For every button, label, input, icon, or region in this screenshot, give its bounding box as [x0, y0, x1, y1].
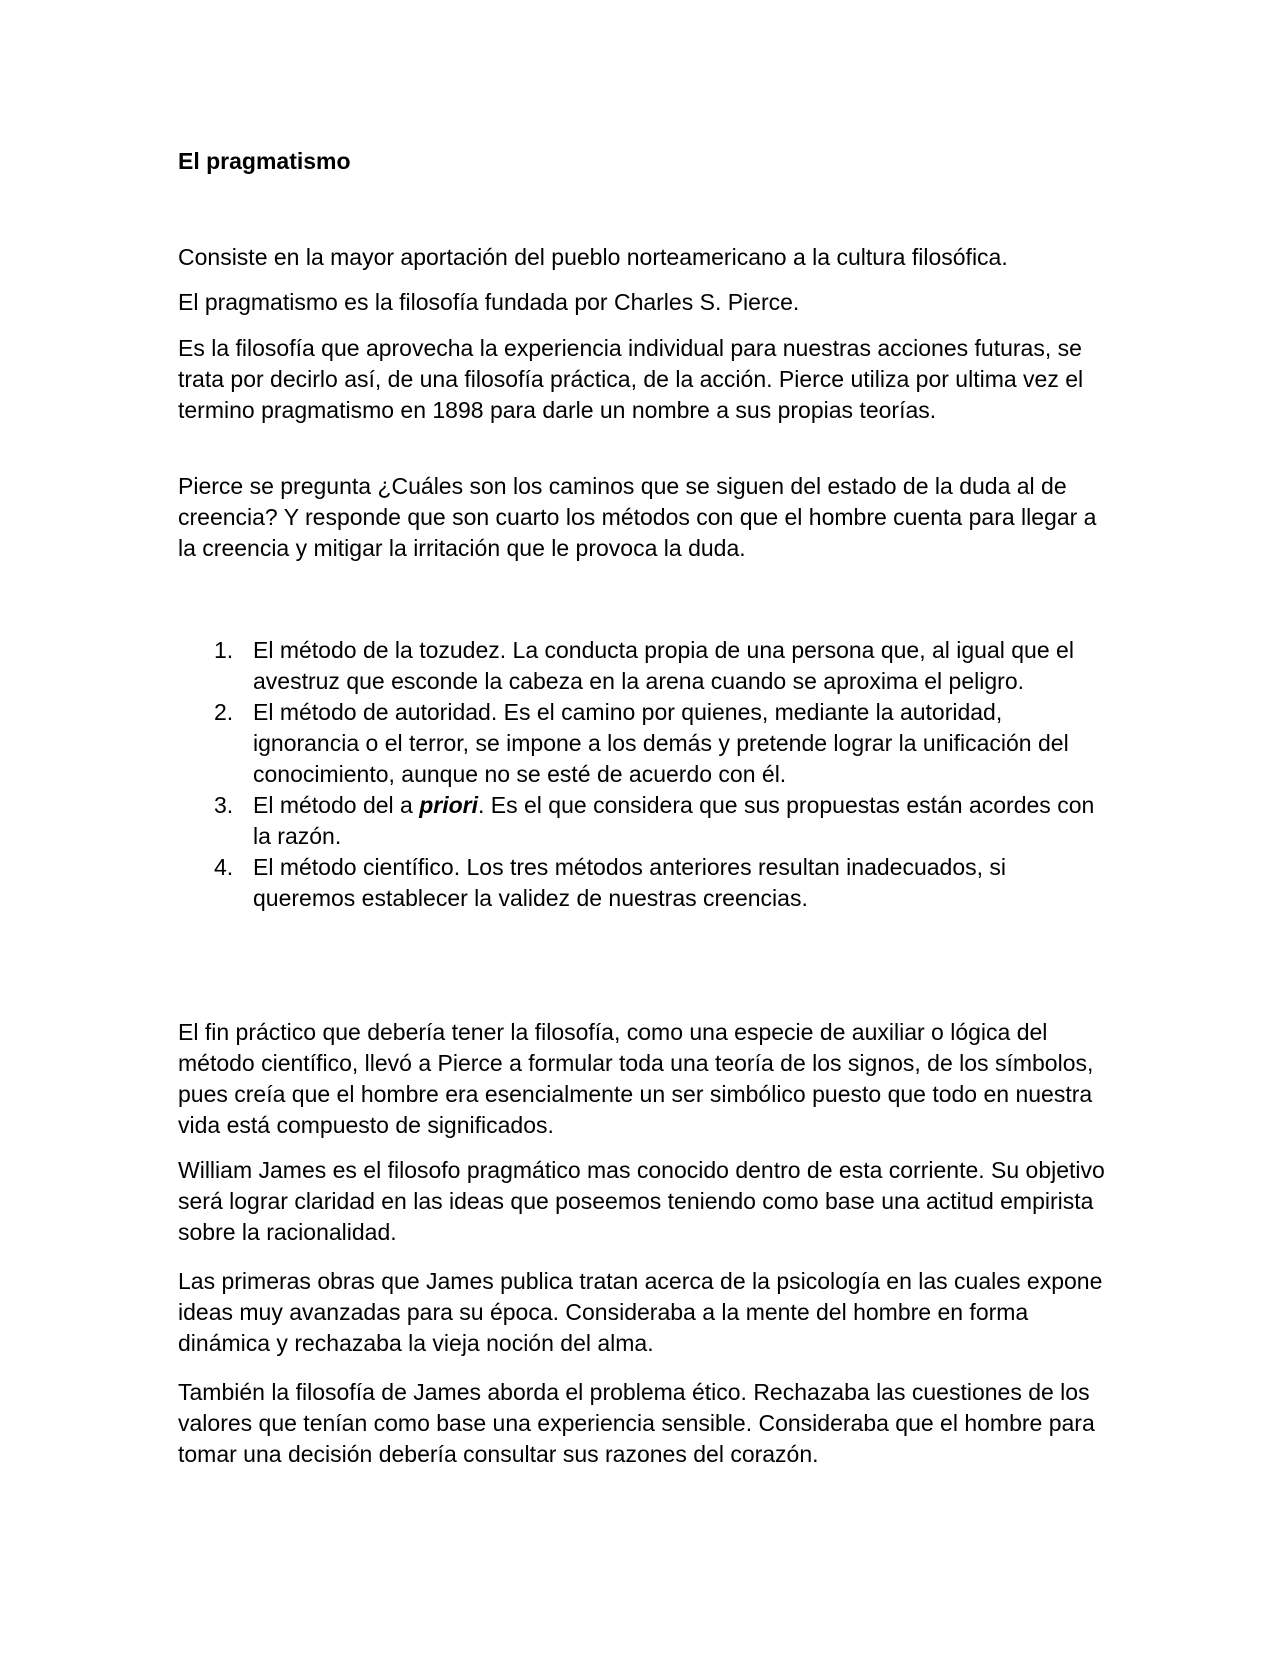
paragraph-closing-4: También la filosofía de James aborda el problema ético. Rechazaba las cuestiones de los valores que tenían como base una experiencia sensible. Consideraba que el hombre para tomar una decisión debería consultar sus razones del corazón.	[178, 1379, 1095, 1467]
list-item	[178, 790, 1108, 852]
paragraph-intro-2: El pragmatismo es la filosofía fundada por Charles S. Pierce.	[178, 289, 800, 315]
list-item-number: 2.	[214, 699, 234, 725]
list-item	[178, 635, 1108, 697]
methods-list	[178, 635, 1108, 914]
paragraph-intro-1: Consiste en la mayor aportación del pueblo norteamericano a la cultura filosófica.	[178, 244, 1008, 270]
list-item	[178, 697, 1108, 790]
list-item-text: El método de autoridad. Es el camino por quienes, mediante la autoridad, ignorancia o el terror, se impone a los demás y pretende lograr la unificación del conocimiento, aunque no se esté de acuerdo con él.	[253, 699, 1069, 787]
paragraph-closing-3: Las primeras obras que James publica tratan acerca de la psicología en las cuales expone ideas muy avanzadas para su época. Consideraba a la mente del hombre en forma dinámica y rechazaba la vieja noción del alma.	[178, 1268, 1103, 1356]
document-title: El pragmatismo	[178, 148, 351, 174]
list-item-number: 4.	[214, 854, 234, 880]
paragraph-closing-2: William James es el filosofo pragmático mas conocido dentro de esta corriente. Su objetivo será lograr claridad en las ideas que poseemos teniendo como base una actitud empirista sobre la racionalidad.	[178, 1157, 1105, 1245]
paragraph-intro-3: Es la filosofía que aprovecha la experiencia individual para nuestras acciones futuras, se trata por decirlo así, de una filosofía práctica, de la acción. Pierce utiliza por ultima vez el termino pragmatismo en 1898 para darle un nombre a sus propias teorías.	[178, 335, 1084, 423]
list-item-text: El método científico. Los tres métodos anteriores resultan inadecuados, si queremos establecer la validez de nuestras creencias.	[253, 854, 1007, 911]
list-item-text-after: . Es el que considera que sus propuestas están acordes con la razón.	[253, 792, 1095, 849]
list-item-number: 3.	[214, 792, 234, 818]
paragraph-intro-4: Pierce se pregunta ¿Cuáles son los caminos que se siguen del estado de la duda al de creencia? Y responde que son cuarto los métodos con que el hombre cuenta para llegar a la creencia y mitigar la irritación que le provoca la duda.	[178, 473, 1097, 561]
list-item-text: El método de la tozudez. La conducta propia de una persona que, al igual que el avestruz que esconde la cabeza en la arena cuando se aproxima el peligro.	[253, 637, 1074, 694]
list-item-text-before: El método del a	[253, 792, 420, 818]
list-item-number: 1.	[214, 637, 234, 663]
document-page	[178, 0, 1108, 1656]
list-item-emphasis: priori	[419, 792, 478, 818]
list-item	[178, 852, 1108, 914]
paragraph-closing-1: El fin práctico que debería tener la filosofía, como una especie de auxiliar o lógica del método científico, llevó a Pierce a formular toda una teoría de los signos, de los símbolos, pues creía que el hombre era esencialmente un ser simbólico puesto que todo en nuestra vida está compuesto de significados.	[178, 1019, 1094, 1138]
